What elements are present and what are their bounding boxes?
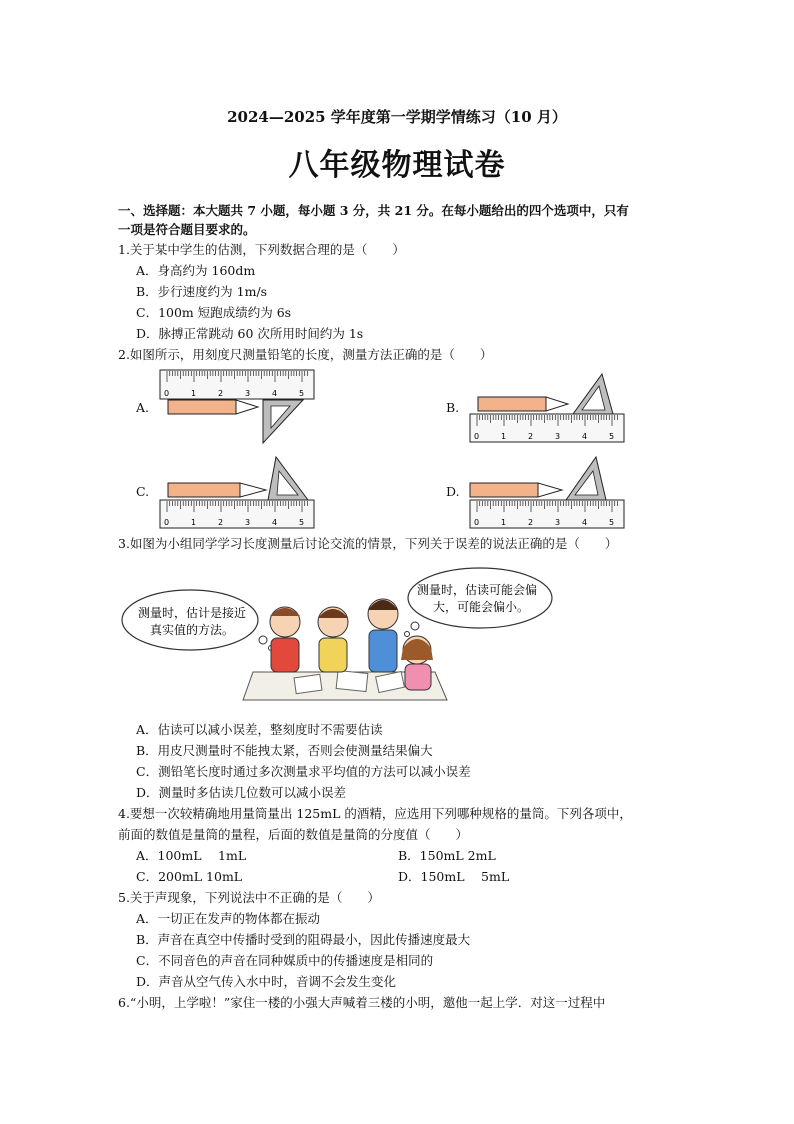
ruler-number: 5	[609, 518, 615, 527]
ruler-number: 5	[299, 389, 305, 398]
ruler-number: 5	[299, 518, 305, 527]
student-body	[271, 638, 299, 672]
pencil-body	[168, 400, 236, 414]
q2-label-b: B.	[446, 400, 460, 415]
ruler-number: 1	[191, 518, 197, 527]
ruler-number: 2	[218, 389, 224, 398]
q5-option-b: B．声音在真空中传播时受到的阻碍最小，因此传播速度最大	[136, 932, 471, 947]
q1-option-c: C．100m 短跑成绩约为 6s	[136, 305, 292, 320]
q2-label-d: D.	[446, 484, 460, 499]
section-heading: 一、选择题：本大题共 7 小题，每小题 3 分，共 21 分。在每小题给出的四个选项中，只有	[118, 203, 629, 218]
student-body	[405, 664, 431, 690]
q4-option-b: B．150mL 2mL	[398, 848, 496, 863]
ruler-number: 3	[555, 518, 561, 527]
pencil-tip	[546, 397, 568, 411]
q4-option-a: A．100mL 1mL	[136, 848, 247, 863]
student-body	[369, 630, 397, 672]
q4-option-c: C．200mL 10mL	[136, 869, 243, 884]
q1-option-b: B．步行速度约为 1m/s	[136, 284, 268, 299]
q4-stem: 4.要想一次较精确地用量筒量出 125mL 的酒精，应选用下列哪种规格的量筒。下列各项中，	[118, 806, 632, 821]
q1-stem: 1.关于某中学生的估测，下列数据合理的是（ ）	[118, 242, 405, 257]
q3-option-a: A．估读可以减小误差，整刻度时不需要估读	[136, 722, 383, 737]
ruler-number: 1	[501, 432, 507, 441]
q1-option-a: A．身高约为 160dm	[136, 263, 256, 278]
ruler-number: 1	[501, 518, 507, 527]
ruler-number: 3	[245, 518, 251, 527]
student-body	[319, 638, 347, 672]
q2-figure-a	[158, 368, 328, 448]
pencil-body	[478, 397, 546, 411]
q4-stem-cont: 前面的数值是量筒的量程，后面的数值是量筒的分度值（ ）	[118, 827, 469, 842]
exam-subtitle: 2024—2025 学年度第一学期学情练习（10 月）	[227, 108, 567, 126]
ruler-number: 4	[272, 518, 278, 527]
q3-stem: 3.如图为小组同学学习长度测量后讨论交流的情景，下列关于误差的说法正确的是（ ）	[118, 536, 618, 551]
q1-option-d: D．脉搏正常跳动 60 次所用时间约为 1s	[136, 326, 364, 341]
q5-option-d: D．声音从空气传入水中时，音调不会发生变化	[136, 974, 397, 989]
ruler-number: 2	[528, 432, 534, 441]
paper	[336, 670, 368, 691]
q2-figure-b	[468, 372, 633, 444]
ruler-number: 1	[191, 389, 197, 398]
pencil-tip	[538, 483, 562, 497]
ruler-number: 5	[609, 432, 615, 441]
paper	[294, 674, 322, 693]
q5-stem: 5.关于声现象，下列说法中不正确的是（ ）	[118, 890, 380, 905]
thought-bubble-right	[408, 568, 552, 628]
pencil-body	[168, 483, 240, 497]
ruler-number: 2	[528, 518, 534, 527]
q3-discussion-illustration	[115, 560, 595, 710]
q3-option-c: C．测铅笔长度时通过多次测量求平均值的方法可以减小误差	[136, 764, 471, 779]
q2-label-c: C.	[136, 484, 150, 499]
ruler-number: 3	[555, 432, 561, 441]
ruler-number: 0	[164, 518, 170, 527]
q5-option-c: C．不同音色的声音在同种媒质中的传播速度是相同的	[136, 953, 434, 968]
pencil-tip	[236, 400, 258, 414]
exam-title: 八年级物理试卷	[288, 148, 506, 183]
q3-option-d: D．测量时多估读几位数可以减小误差	[136, 785, 347, 800]
q5-option-a: A．一切正在发声的物体都在振动	[136, 911, 321, 926]
ruler-number: 0	[474, 518, 480, 527]
ruler-number: 4	[582, 432, 588, 441]
bubble-left-line1: 测量时，估计是接近	[138, 606, 247, 620]
q6-stem: 6.“小明，上学啦！”家住一楼的小强大声喊着三楼的小明，邀他一起上学．对这一过程中	[118, 995, 606, 1010]
pencil-body	[470, 483, 538, 497]
q2-label-a: A.	[136, 400, 150, 415]
q2-figure-d	[468, 455, 633, 530]
ruler-number: 3	[245, 389, 251, 398]
bubble-right-line2: 大，可能会偏小。	[433, 600, 530, 614]
ruler-number: 4	[582, 518, 588, 527]
bubble-left-line2: 真实值的方法。	[150, 623, 235, 637]
q4-option-d: D．150mL 5mL	[398, 869, 510, 884]
ruler-number: 2	[218, 518, 224, 527]
q3-option-b: B．用皮尺测量时不能拽太紧，否则会使测量结果偏大	[136, 743, 433, 758]
section-heading-cont: 一项是符合题目要求的。	[118, 222, 256, 237]
ruler-number: 4	[272, 389, 278, 398]
ruler-number: 0	[474, 432, 480, 441]
bubble-right-line1: 测量时，估读可能会偏	[417, 583, 538, 597]
thought-bubble-left	[122, 590, 258, 650]
q2-stem: 2.如图所示，用刻度尺测量铅笔的长度，测量方法正确的是（ ）	[118, 347, 493, 362]
q2-figure-c	[158, 455, 323, 530]
ruler-number: 0	[164, 389, 170, 398]
pencil-tip	[240, 483, 266, 497]
